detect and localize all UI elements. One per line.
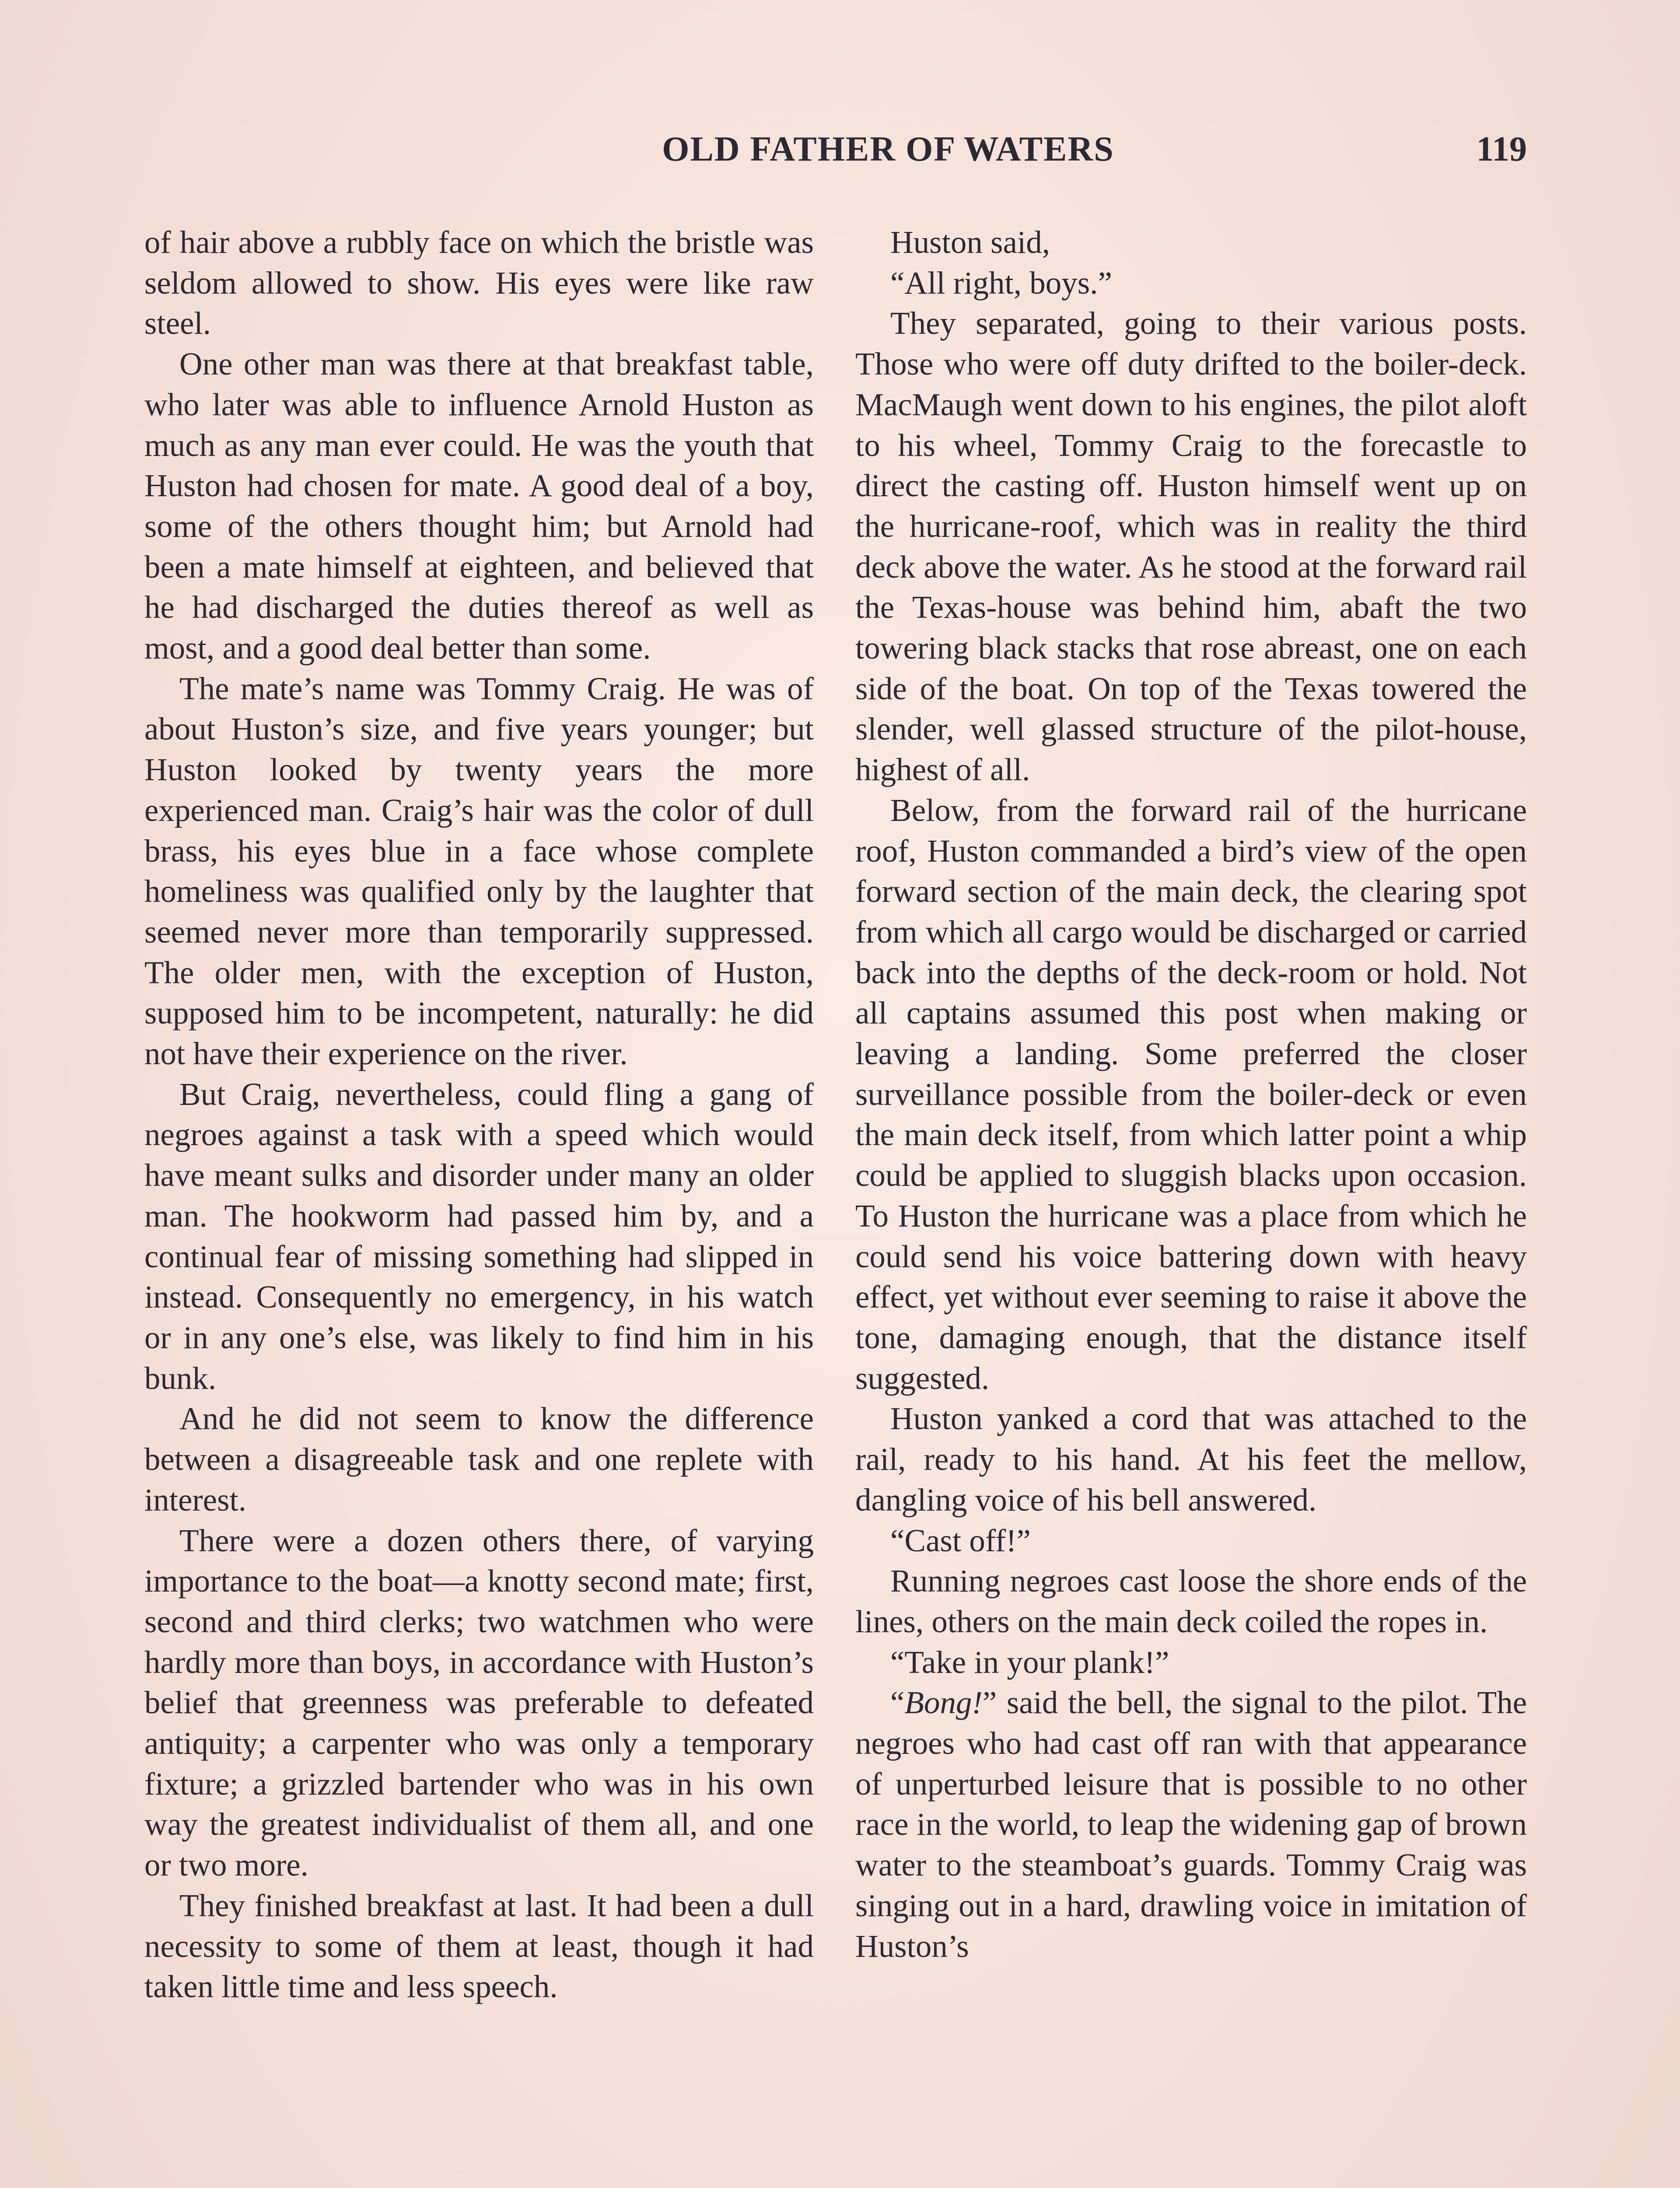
- paragraph: But Craig, nevertheless, could fling a gang of negroes against a task with a speed which would have meant sulks and disorder under many an older man. The hookworm had passed him by, and a continual fear of missing something had slipped in instead. Consequently no emergency, in his watch or in any one’s else, was likely to find him in his bunk.: [144, 1076, 814, 1396]
- page-header: [144, 130, 1527, 182]
- bell-sound: Bong!: [904, 1685, 983, 1721]
- left-column: [144, 222, 814, 2007]
- paragraph: There were a dozen others there, of varying importance to the boat—a knotty second mate; first, second and third clerks; two watchmen who were hardly more than boys, in accordance with Huston’s belief that greenness was preferable to defeated antiquity; a carpenter who was only a temporary fixture; a grizzled bartender who was in his own way the greatest individualist of them all, and one or two more.: [144, 1522, 814, 1883]
- paragraph: of hair above a rubbly face on which the bristle was seldom allowed to show. His eyes were like raw steel.: [144, 224, 814, 341]
- paragraph: They separated, going to their various posts. Those who were off duty drifted to the boiler-deck. MacMaugh went down to his engines, the pilot aloft to his wheel, Tommy Craig to the forecastle to direct the casting off. Huston himself went up on the hurricane-roof, which was in reality the third deck above the water. As he stood at the forward rail the Texas-house was behind him, abaft the two towering black stacks that rose abreast, one on each side of the boat. On top of the Texas towered the slender, well glassed structure of the pilot-house, highest of all.: [855, 305, 1527, 788]
- dialogue-line: “All right, boys.”: [890, 265, 1112, 301]
- paragraph: Huston yanked a cord that was attached to the rail, ready to his hand. At his feet the mellow, dangling voice of his bell answered.: [855, 1401, 1527, 1518]
- open-quote: “: [890, 1685, 905, 1721]
- paragraph: They finished breakfast at last. It had been a dull necessity to some of them at least, though it had taken little time and less speech.: [144, 1887, 814, 2005]
- paragraph: One other man was there at that breakfast table, who later was able to influence Arnold Huston as much as any man ever could. He was the youth that Huston had chosen for mate. A good deal of a boy, some of the others thought him; but Arnold had been a mate himself at eighteen, and believed that he had discharged the duties thereof as well as most, and a good deal better than some.: [144, 346, 814, 666]
- paragraph: Below, from the forward rail of the hurricane roof, Huston commanded a bird’s view of the open forward section of the main deck, the clearing spot from which all cargo would be discharged or carried back into the depths of the deck-room or hold. Not all captains assumed this post when making or leaving a landing. Some preferred the closer surveillance possible from the boiler-deck or even the main deck itself, from which latter point a whip could be applied to sluggish blacks upon occasion. To Huston the hurricane was a place from which he could send his voice battering down with heavy effect, yet without ever seeming to raise it above the tone, damaging enough, that the distance itself suggested.: [855, 792, 1527, 1396]
- paragraph: The mate’s name was Tommy Craig. He was of about Huston’s size, and five years younger; but Huston looked by twenty years the more experienced man. Craig’s hair was the color of dull brass, his eyes blue in a face whose complete homeliness was qualified only by the laughter that seemed never more than temporarily suppressed. The older men, with the exception of Huston, supposed him to be incompetent, naturally: he did not have their experience on the river.: [144, 670, 814, 1072]
- paragraph-text: ” said the bell, the signal to the pilot. The negroes who had cast off ran with that appearance of unperturbed leisure that is possible to no other race in the world, to leap the widening gap of brown water to the steamboat’s guards. Tommy Craig was singing out in a hard, drawling voice in imitation of Huston’s: [855, 1685, 1527, 1964]
- page-number: 119: [1476, 130, 1527, 168]
- dialogue-line: “Cast off!”: [890, 1522, 1031, 1558]
- paragraph: Huston said,: [890, 224, 1050, 260]
- running-head: OLD FATHER OF WATERS: [662, 130, 1114, 168]
- paragraph: [855, 1683, 1527, 1967]
- right-column: [855, 222, 1527, 1967]
- paragraph: Running negroes cast loose the shore ends of the lines, others on the main deck coiled the ropes in.: [855, 1563, 1527, 1639]
- paragraph: And he did not seem to know the difference between a disagreeable task and one replete with interest.: [144, 1401, 814, 1518]
- dialogue-line: “Take in your plank!”: [890, 1644, 1169, 1680]
